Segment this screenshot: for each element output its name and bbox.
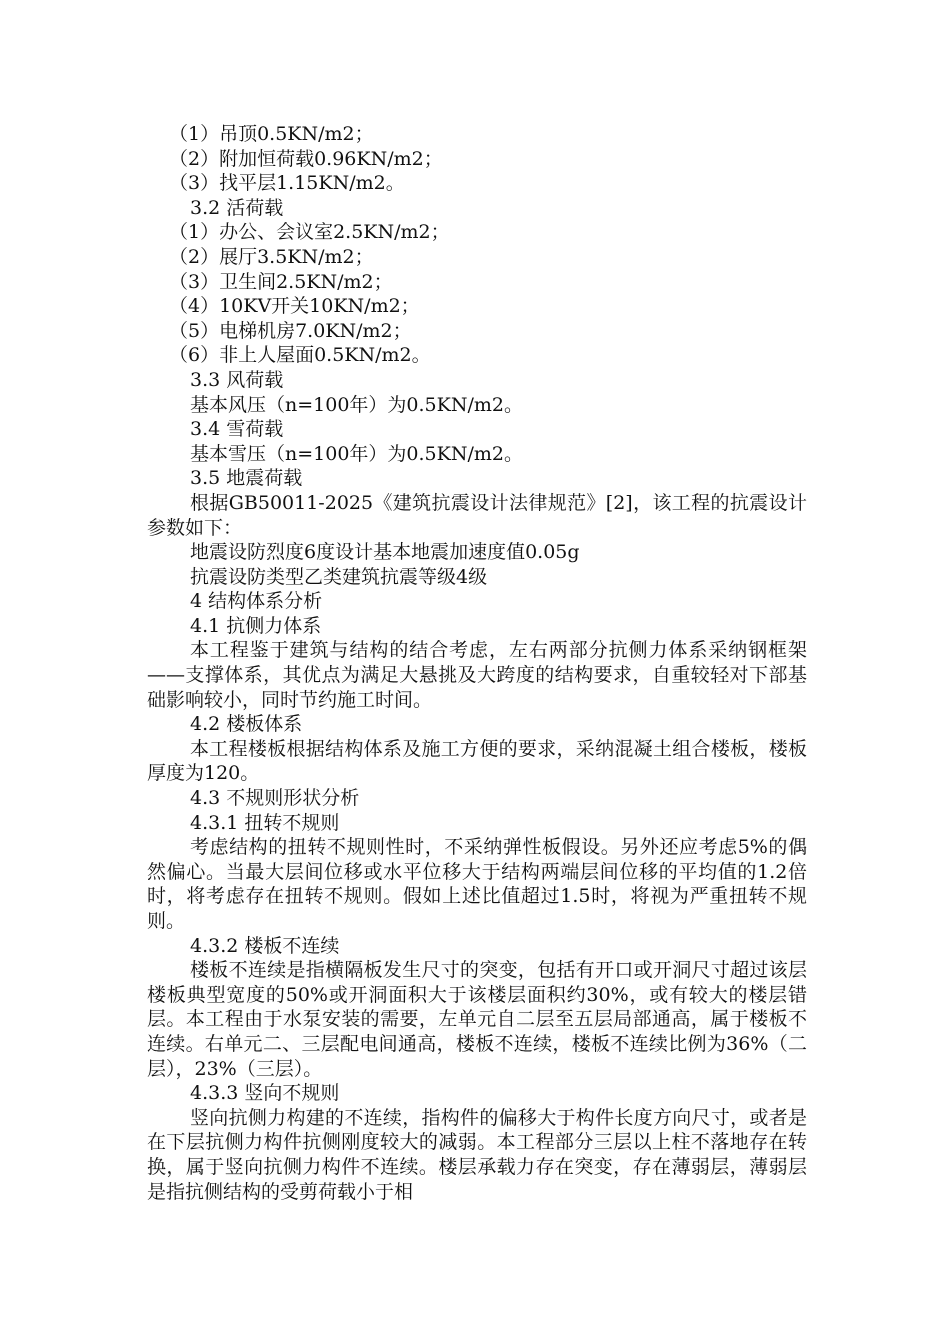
floor-discontinuity-paragraph: 楼板不连续是指横隔板发生尺寸的突变，包括有开口或开洞尺寸超过该层楼板典型宽度的50%或开洞面积大于该楼层面积约30%，或有较大的楼层错层。本工程由于水泵安装的需要，左单元自二层至五层局部通高，属于楼板不连续。右单元二、三层配电间通高，楼板不连续，楼板不连续比例为36%（二层），23%（三层）。 — [147, 959, 807, 1080]
snow-pressure-text: 基本雪压（n=100年）为0.5KN/m2。 — [190, 442, 523, 465]
dead-load-item-1: （1）吊顶0.5KN/m2； — [169, 123, 374, 145]
vertical-irregularity-paragraph: 竖向抗侧力构建的不连续，指构件的偏移大于构件长度方向尺寸，或者是在下层抗侧力构件抗侧刚度较大的减弱。本工程部分三层以上柱不落地存在转换，属于竖向抗侧力构件不连续。楼层承载力存在突变，存在薄弱层，薄弱层是指抗侧结构的受剪荷载小于相 — [147, 1106, 807, 1203]
seismic-intro-paragraph: 根据GB50011-2025《建筑抗震设计法律规范》[2]，该工程的抗震设计参数如下： — [147, 491, 807, 539]
section-4-3-2-heading: 4.3.2 楼板不连续 — [190, 934, 340, 957]
live-load-item-4: （4）10KV开关10KN/m2； — [169, 295, 420, 318]
section-4-heading: 4 结构体系分析 — [190, 590, 323, 613]
torsion-paragraph: 考虑结构的扭转不规则性时，不采纳弹性板假设。另外还应考虑5%的偶然偏心。当最大层间位移或水平位移大于结构两端层间位移的平均值的1.2倍时，将考虑存在扭转不规则。假如上述比值超过1.5时，将视为严重扭转不规则。 — [147, 836, 807, 932]
dead-load-item-3: （3）找平层1.15KN/m2。 — [169, 172, 405, 195]
dead-load-item-2: （2）附加恒荷载0.96KN/m2； — [169, 147, 443, 170]
floor-system-paragraph: 本工程楼板根据结构体系及施工方便的要求，采纳混凝土组合楼板，楼板厚度为120。 — [147, 737, 807, 785]
seismic-category-text: 抗震设防类型乙类建筑抗震等级4级 — [190, 565, 488, 588]
document-body — [147, 122, 807, 1204]
live-load-item-6: （6）非上人屋面0.5KN/m2。 — [169, 344, 431, 367]
section-4-3-3-heading: 4.3.3 竖向不规则 — [190, 1082, 340, 1105]
section-4-1-heading: 4.1 抗侧力体系 — [190, 614, 322, 637]
wind-pressure-text: 基本风压（n=100年）为0.5KN/m2。 — [190, 393, 523, 416]
section-3-3-heading: 3.3 风荷载 — [190, 368, 284, 391]
live-load-item-2: （2）展厅3.5KN/m2； — [169, 245, 374, 268]
lateral-system-paragraph: 本工程鉴于建筑与结构的结合考虑，左右两部分抗侧力体系采纳钢框架——支撑体系，其优点为满足大悬挑及大跨度的结构要求，自重较轻对下部基础影响较小，同时节约施工时间。 — [147, 639, 807, 711]
seismic-intensity-text: 地震设防烈度6度设计基本地震加速度值0.05g — [190, 541, 580, 564]
section-3-4-heading: 3.4 雪荷载 — [190, 418, 284, 441]
live-load-item-1: （1）办公、会议室2.5KN/m2； — [169, 221, 450, 244]
live-load-item-5: （5）电梯机房7.0KN/m2； — [169, 319, 412, 342]
section-3-5-heading: 3.5 地震荷载 — [190, 467, 303, 490]
section-4-3-heading: 4.3 不规则形状分析 — [190, 787, 360, 810]
live-load-item-3: （3）卫生间2.5KN/m2； — [169, 270, 393, 293]
section-3-2-heading: 3.2 活荷载 — [190, 196, 284, 219]
section-4-2-heading: 4.2 楼板体系 — [190, 713, 303, 736]
section-4-3-1-heading: 4.3.1 扭转不规则 — [190, 811, 340, 834]
